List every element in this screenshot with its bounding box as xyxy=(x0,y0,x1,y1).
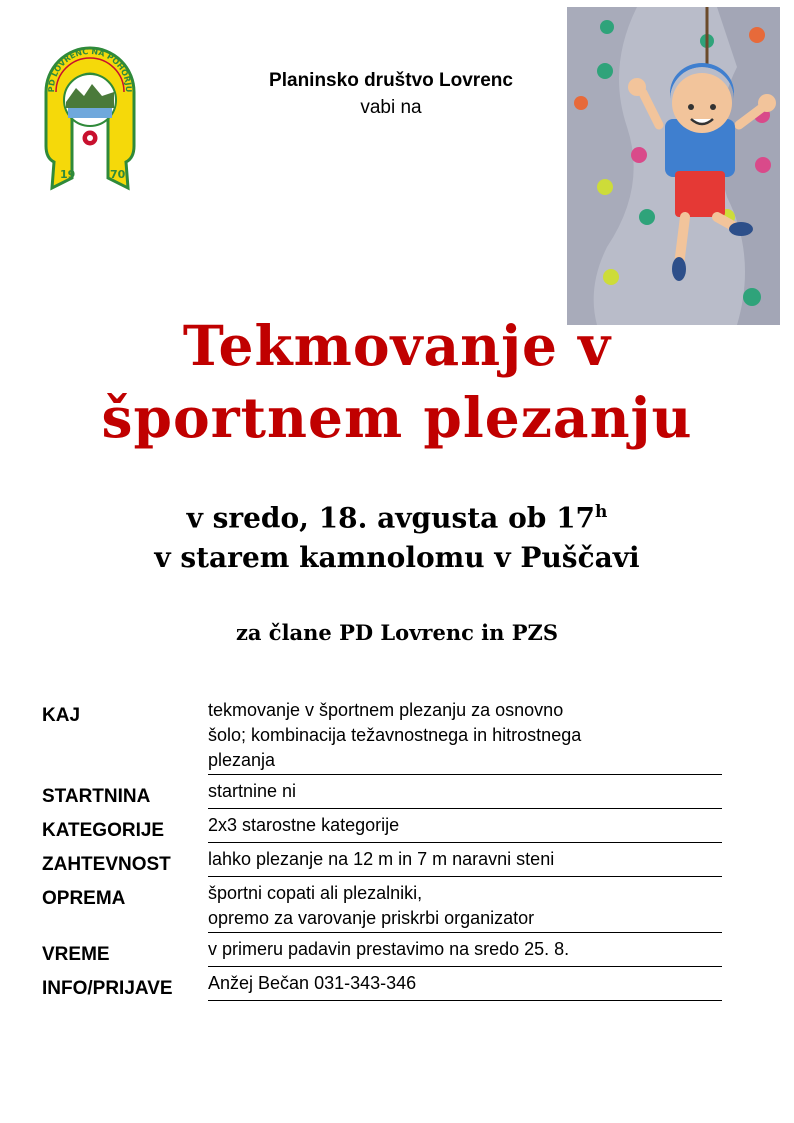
invite-text: vabi na xyxy=(360,97,422,118)
details-label: OPREMA xyxy=(42,888,126,909)
details-line: plezanja xyxy=(208,750,276,770)
details-line: Anžej Bečan 031-343-346 xyxy=(208,973,417,993)
details-value xyxy=(208,843,722,877)
details-row-kategorije xyxy=(42,809,722,843)
logo-year-right: 70 xyxy=(110,168,126,181)
details-line: v primeru padavin prestavimo na sredo 25. 8. xyxy=(208,939,570,959)
details-label: INFO/PRIJAVE xyxy=(42,978,173,999)
event-title xyxy=(0,310,794,454)
details-row-oprema xyxy=(42,877,722,933)
hour-suffix: h xyxy=(595,502,608,522)
event-date: v sredo, 18. avgusta ob 17 xyxy=(186,501,596,535)
details-row-kaj xyxy=(42,694,722,775)
details-row-zahtevnost xyxy=(42,843,722,877)
logo-ring-text: PD LOVRENC NA POHORJU xyxy=(46,46,134,93)
details-row-startnina xyxy=(42,775,722,809)
details-label: ZAHTEVNOST xyxy=(42,854,171,875)
title-line-2: športnem plezanju xyxy=(101,385,693,450)
details-value xyxy=(208,694,722,775)
title-line-1: Tekmovanje v xyxy=(182,313,612,378)
event-location: v starem kamnolomu v Puščavi xyxy=(154,541,640,575)
details-value xyxy=(208,933,722,967)
organization-name: Planinsko društvo Lovrenc xyxy=(269,70,513,91)
details-line: lahko plezanje na 12 m in 7 m naravni steni xyxy=(208,849,555,869)
details-value xyxy=(208,877,722,933)
details-label: STARTNINA xyxy=(42,786,151,807)
details-value xyxy=(208,775,722,809)
club-logo xyxy=(36,28,144,194)
details-line: tekmovanje v športnem plezanju za osnovno xyxy=(208,700,564,720)
details-row-vreme xyxy=(42,933,722,967)
details-row-info xyxy=(42,967,722,1001)
details-label: VREME xyxy=(42,944,110,965)
event-date-location xyxy=(0,492,794,578)
details-label: KATEGORIJE xyxy=(42,820,165,841)
details-line: startnine ni xyxy=(208,781,297,801)
details-line: športni copati ali plezalniki, xyxy=(208,883,423,903)
details-table xyxy=(42,694,722,1001)
climber-illustration xyxy=(567,7,780,325)
audience: za člane PD Lovrenc in PZS xyxy=(235,620,559,645)
details-line: šolo; kombinacija težavnostnega in hitrostnega xyxy=(208,725,582,745)
details-label: KAJ xyxy=(42,705,81,726)
details-line: 2x3 starostne kategorije xyxy=(208,815,400,835)
details-value xyxy=(208,809,722,843)
logo-year-left: 19 xyxy=(60,168,76,181)
details-value xyxy=(208,967,722,1001)
details-line: opremo za varovanje priskrbi organizator xyxy=(208,908,535,928)
